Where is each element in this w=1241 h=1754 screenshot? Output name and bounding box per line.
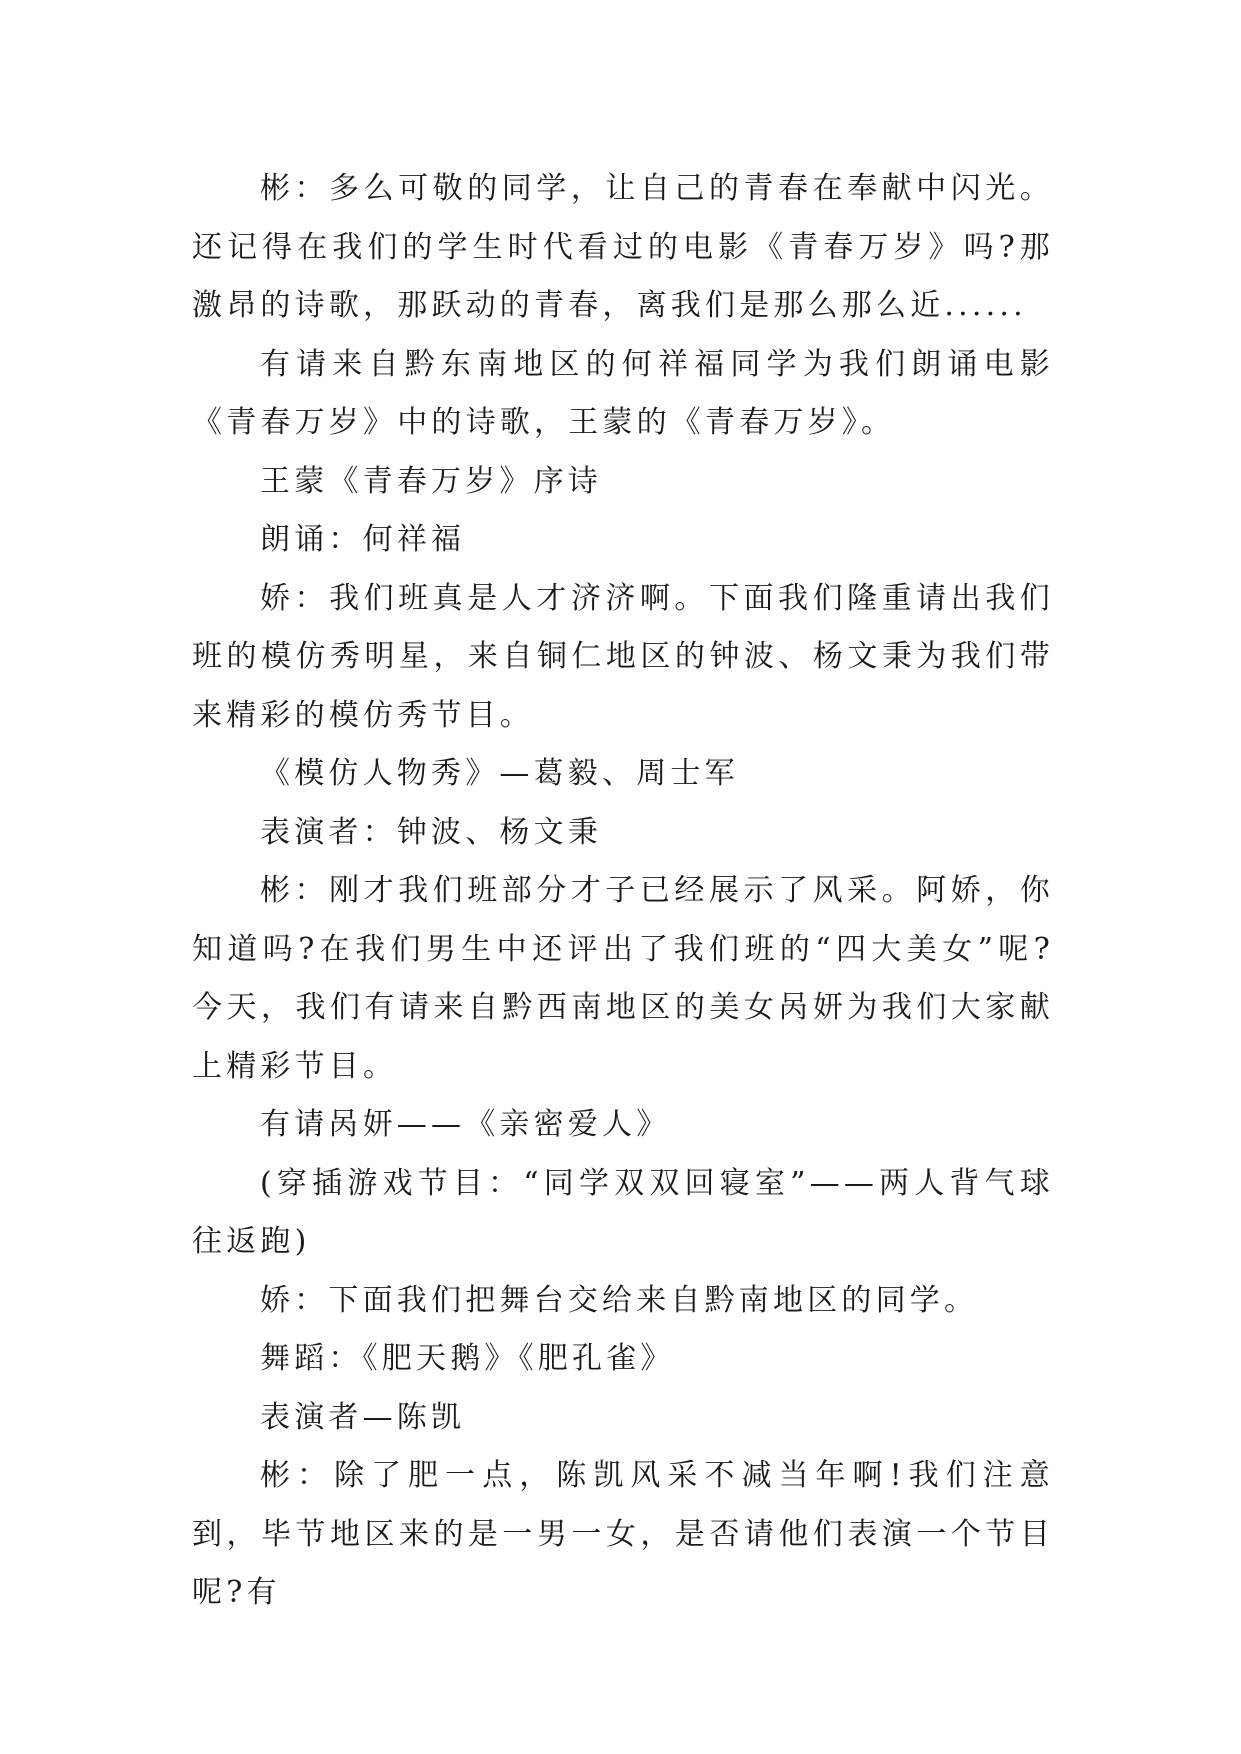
paragraph: 彬：多么可敬的同学，让自己的青春在奉献中闪光。还记得在我们的学生时代看过的电影《青春万岁》吗?那激昂的诗歌，那跃动的青春，离我们是那么那么近...... bbox=[192, 171, 1054, 323]
paragraph: 彬：除了肥一点，陈凯风采不减当年啊!我们注意到，毕节地区来的是一男一女，是否请他们表演一个节目呢?有 bbox=[192, 1458, 1054, 1610]
paragraph: 表演者：钟波、杨文秉 bbox=[260, 814, 602, 850]
paragraph: 彬：刚才我们班部分才子已经展示了风采。阿娇，你知道吗?在我们男生中还评出了我们班的“四大美女”呢?今天，我们有请来自黔西南地区的美女呙妍为我们大家献上精彩节目。 bbox=[192, 873, 1054, 1084]
paragraph: 娇：我们班真是人才济济啊。下面我们隆重请出我们班的模仿秀明星，来自铜仁地区的钟波、杨文秉为我们带来精彩的模仿秀节目。 bbox=[192, 580, 1054, 733]
paragraph: 有请呙妍——《亲密爱人》 bbox=[260, 1107, 671, 1142]
paragraph: 朗诵：何祥福 bbox=[260, 522, 466, 557]
paragraph: 表演者—陈凯 bbox=[260, 1399, 466, 1435]
document-body bbox=[192, 160, 1054, 1623]
paragraph: 娇：下面我们把舞台交给来自黔南地区的同学。 bbox=[260, 1282, 979, 1318]
paragraph: 有请来自黔东南地区的何祥福同学为我们朗诵电影《青春万岁》中的诗歌，王蒙的《青春万岁》。 bbox=[192, 346, 1054, 440]
paragraph: 舞蹈：《肥天鹅》《肥孔雀》 bbox=[260, 1341, 675, 1376]
paragraph: 王蒙《青春万岁》序诗 bbox=[260, 463, 602, 499]
paragraph: (穿插游戏节目：“同学双双回寝室”——两人背气球往返跑) bbox=[192, 1165, 1054, 1259]
paragraph: 《模仿人物秀》—葛毅、周士军 bbox=[260, 756, 739, 791]
